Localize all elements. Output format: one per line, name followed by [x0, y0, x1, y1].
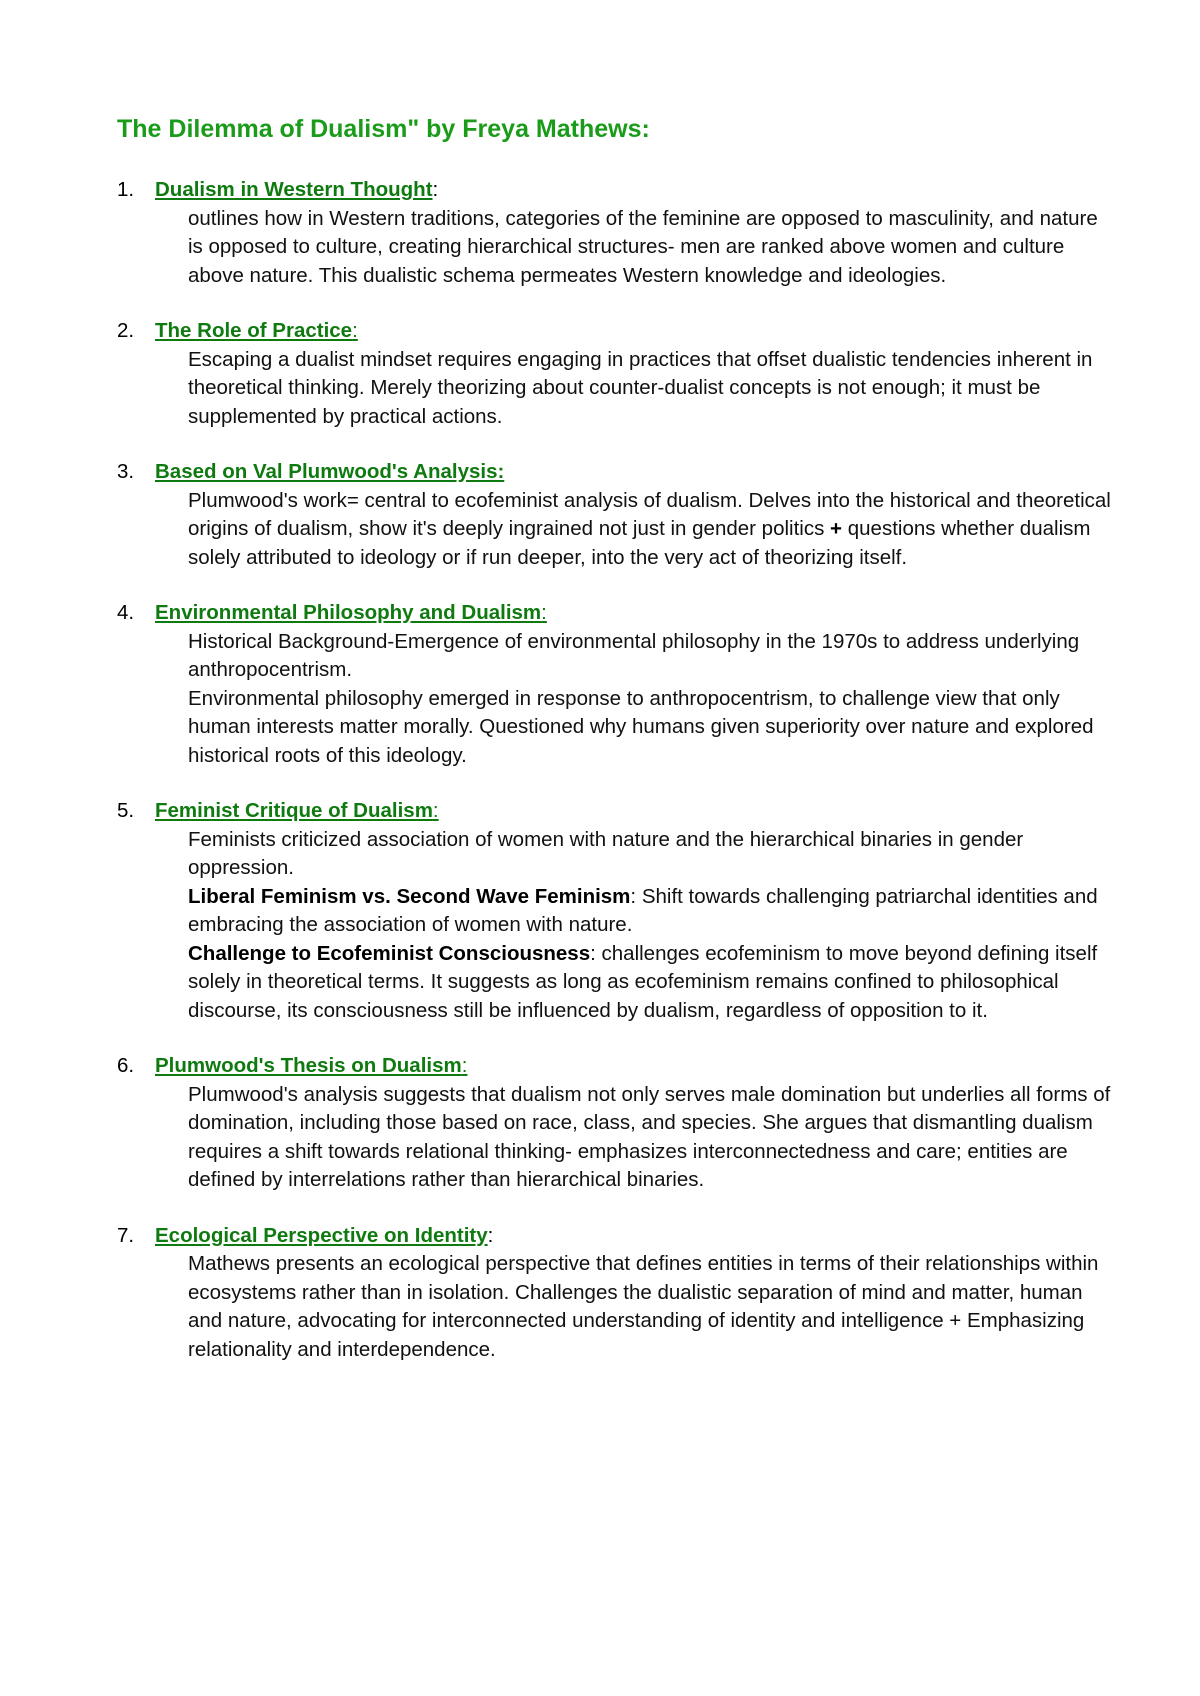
item-heading: Feminist Critique of Dualism: [155, 799, 433, 822]
item-paragraph: [188, 940, 1117, 1026]
item-paragraph: [188, 883, 1117, 940]
list-item: [117, 176, 1117, 290]
heading-colon: :: [432, 178, 439, 201]
item-paragraph: Feminists criticized association of women with nature and the hierarchical binaries in gender oppression.: [188, 827, 1024, 879]
item-number: 7.: [117, 1223, 135, 1247]
heading-colon: :: [461, 1054, 468, 1077]
item-heading: Based on Val Plumwood's Analysis:: [155, 460, 505, 483]
item-heading-line: [155, 317, 1117, 346]
subheading-label: Challenge to Ecofeminist Consciousness: [188, 941, 591, 965]
list-item: [117, 599, 1117, 770]
item-body: [188, 1081, 1117, 1195]
item-number: 5.: [117, 799, 135, 822]
heading-colon: :: [487, 1223, 494, 1247]
item-body: [188, 346, 1117, 432]
item-paragraph: Plumwood's analysis suggests that dualism not only serves male domination but underlies all forms of domination, including those based on race, class, and species. She argues that dismantling dualism requires a shift towards relational thinking- emphasizes interconnectedness and care; entities are defined by interrelations rather than hierarchical binaries.: [188, 1082, 1111, 1191]
list-item: [117, 458, 1117, 572]
item-paragraph: Mathews presents an ecological perspective that defines entities in terms of their relationships within ecosystems rather than in isolation. Challenges the dualistic separation of mind and matter, human and nature, advocating for interconnected understanding of identity and intelligence + Emphasizing relationality and interdependence.: [188, 1252, 1099, 1361]
list-item: [117, 317, 1117, 431]
document-title: The Dilemma of Dualism" by Freya Mathews:: [117, 115, 650, 143]
item-paragraph: Historical Background-Emergence of environmental philosophy in the 1970s to address underlying anthropocentrism.: [188, 629, 1080, 681]
heading-colon: :: [352, 319, 358, 342]
item-number: 1.: [117, 178, 135, 201]
item-heading-line: [155, 1222, 1117, 1251]
item-body: [188, 487, 1117, 573]
list-item: [117, 1052, 1117, 1195]
item-heading: Dualism in Western Thought: [155, 178, 433, 201]
item-heading-line: [155, 176, 1117, 205]
list-item: [117, 1222, 1117, 1365]
plus-symbol: +: [830, 517, 843, 540]
item-heading-line: [155, 797, 1117, 826]
item-paragraph: Environmental philosophy emerged in response to anthropocentrism, to challenge view that only human interests matter morally. Questioned why humans given superiority over nature and explored historical roots of this ideology.: [188, 686, 1094, 767]
item-body: [188, 826, 1117, 1026]
subheading-label: Liberal Feminism vs. Second Wave Feminism: [188, 884, 631, 908]
item-heading-line: [155, 458, 1117, 487]
item-body: [188, 628, 1117, 771]
item-heading: Plumwood's Thesis on Dualism: [155, 1054, 462, 1077]
list-item: [117, 797, 1117, 1025]
paragraph-text: questions whether dualism solely attributed to ideology or if run deeper, into the very act of theorizing itself.: [188, 517, 1091, 569]
item-heading: The Role of Practice: [155, 319, 353, 342]
item-number: 2.: [117, 319, 135, 342]
item-number: 6.: [117, 1054, 135, 1077]
item-heading: Ecological Perspective on Identity: [155, 1223, 488, 1247]
paragraph-text: : Shift towards challenging patriarchal identities and embracing the association of women with nature.: [188, 884, 1098, 936]
item-heading-line: [155, 599, 1117, 628]
heading-colon: :: [541, 601, 547, 624]
item-number: 4.: [117, 601, 135, 624]
item-body: [188, 1250, 1117, 1364]
paragraph-text: : challenges ecofeminism to move beyond defining itself solely in theoretical terms. It suggests as long as ecofeminism remains confined to philosophical discourse, its consciousness still be influenced by dualism, regardless of opposition to it.: [188, 941, 1098, 1022]
item-heading-line: [155, 1052, 1117, 1081]
paragraph-text: Plumwood's work= central to ecofeminist analysis of dualism. Delves into the historical and theoretical origins of dualism, show it's deeply ingrained not just in gender politics: [188, 488, 1111, 540]
item-paragraph: Escaping a dualist mindset requires engaging in practices that offset dualistic tendencies inherent in theoretical thinking. Merely theorizing about counter-dualist concepts is not enough; it must be supplemented by practical actions.: [188, 347, 1093, 428]
item-heading: Environmental Philosophy and Dualism: [155, 601, 542, 624]
item-number: 3.: [117, 460, 135, 483]
document-page: [117, 112, 1117, 1391]
heading-colon: :: [432, 799, 439, 822]
item-body: [188, 205, 1117, 291]
item-paragraph: outlines how in Western traditions, categories of the feminine are opposed to masculinity, and nature is opposed to culture, creating hierarchical structures- men are ranked above women and culture above nature. This dualistic schema permeates Western knowledge and ideologies.: [188, 206, 1098, 287]
item-paragraph: [188, 487, 1117, 573]
